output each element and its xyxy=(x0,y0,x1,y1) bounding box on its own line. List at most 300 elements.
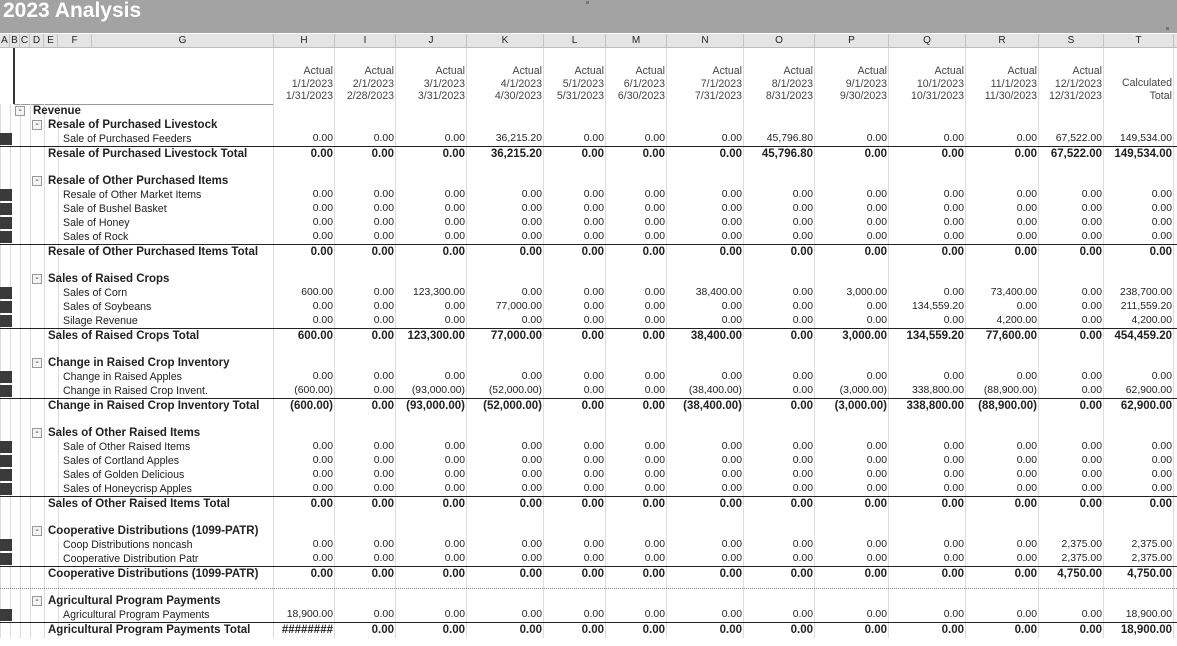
value-cell[interactable]: 0.00 xyxy=(866,231,887,242)
value-cell[interactable]: 0.00 xyxy=(444,455,465,466)
row-selector-marker[interactable] xyxy=(0,371,12,383)
value-cell[interactable]: 0.00 xyxy=(1016,203,1037,214)
value-cell[interactable]: 0.00 xyxy=(519,624,542,636)
value-cell[interactable]: 0.00 xyxy=(790,624,813,636)
value-cell[interactable]: 0.00 xyxy=(371,330,394,342)
column-header-d[interactable]: D xyxy=(30,34,44,47)
value-cell[interactable]: 0.00 xyxy=(583,455,604,466)
value-cell[interactable]: 0.00 xyxy=(371,246,394,258)
value-cell[interactable]: 0.00 xyxy=(792,217,813,228)
column-header-e[interactable]: E xyxy=(44,34,58,47)
value-cell[interactable]: 0.00 xyxy=(642,624,665,636)
value-cell[interactable]: 0.00 xyxy=(642,498,665,510)
value-cell[interactable]: 0.00 xyxy=(312,203,333,214)
value-cell[interactable]: 0.00 xyxy=(519,568,542,580)
value-cell[interactable]: 0.00 xyxy=(941,624,964,636)
value-cell[interactable]: 0.00 xyxy=(444,539,465,550)
value-cell[interactable]: 0.00 xyxy=(1079,400,1102,412)
value-cell[interactable]: 18,900.00 xyxy=(286,609,333,620)
value-cell[interactable]: 0.00 xyxy=(312,189,333,200)
value-cell[interactable]: 2,375.00 xyxy=(1131,553,1172,564)
column-header-f[interactable]: F xyxy=(58,34,92,47)
value-cell[interactable]: (52,000.00) xyxy=(483,400,542,412)
value-cell[interactable]: 0.00 xyxy=(519,246,542,258)
value-cell[interactable]: 0.00 xyxy=(373,287,394,298)
value-cell[interactable]: 0.00 xyxy=(373,133,394,144)
value-cell[interactable]: 0.00 xyxy=(721,133,742,144)
collapse-toggle-icon[interactable]: - xyxy=(32,526,42,536)
resize-grip-icon[interactable] xyxy=(1166,27,1169,30)
column-header-o[interactable]: O xyxy=(744,34,815,47)
value-cell[interactable]: 0.00 xyxy=(719,148,742,160)
value-cell[interactable]: (93,000.00) xyxy=(411,385,465,396)
row-selector-marker[interactable] xyxy=(0,203,12,215)
value-cell[interactable]: 0.00 xyxy=(792,609,813,620)
value-cell[interactable]: 0.00 xyxy=(444,483,465,494)
value-cell[interactable]: 0.00 xyxy=(1016,133,1037,144)
collapse-toggle-icon[interactable]: - xyxy=(15,106,25,116)
value-cell[interactable]: 0.00 xyxy=(790,330,813,342)
value-cell[interactable]: 0.00 xyxy=(943,455,964,466)
value-cell[interactable]: 0.00 xyxy=(644,315,665,326)
value-cell[interactable]: 0.00 xyxy=(943,469,964,480)
value-cell[interactable]: 0.00 xyxy=(943,609,964,620)
value-cell[interactable]: 0.00 xyxy=(644,203,665,214)
value-cell[interactable]: 454,459.20 xyxy=(1114,330,1172,342)
value-cell[interactable]: 0.00 xyxy=(1151,441,1172,452)
value-cell[interactable]: 0.00 xyxy=(792,441,813,452)
value-cell[interactable]: 0.00 xyxy=(644,217,665,228)
value-cell[interactable]: 0.00 xyxy=(312,231,333,242)
resize-grip-icon[interactable] xyxy=(586,1,589,4)
value-cell[interactable]: 0.00 xyxy=(941,246,964,258)
value-cell[interactable]: 0.00 xyxy=(721,469,742,480)
value-cell[interactable]: 0.00 xyxy=(1016,371,1037,382)
column-header-t[interactable]: T xyxy=(1104,34,1174,47)
value-cell[interactable]: 0.00 xyxy=(310,246,333,258)
value-cell[interactable]: 0.00 xyxy=(444,315,465,326)
value-cell[interactable]: 67,522.00 xyxy=(1055,133,1102,144)
value-cell[interactable]: 0.00 xyxy=(1081,385,1102,396)
value-cell[interactable]: 0.00 xyxy=(721,189,742,200)
value-cell[interactable]: 0.00 xyxy=(943,539,964,550)
value-cell[interactable]: 0.00 xyxy=(1151,217,1172,228)
value-cell[interactable]: 0.00 xyxy=(581,568,604,580)
value-cell[interactable]: 36,215.20 xyxy=(495,133,542,144)
value-cell[interactable]: 0.00 xyxy=(1014,624,1037,636)
value-cell[interactable]: 0.00 xyxy=(792,469,813,480)
value-cell[interactable]: 0.00 xyxy=(1151,189,1172,200)
value-cell[interactable]: 0.00 xyxy=(866,483,887,494)
value-cell[interactable]: 0.00 xyxy=(719,624,742,636)
value-cell[interactable]: 0.00 xyxy=(1151,455,1172,466)
row-selector-marker[interactable] xyxy=(0,217,12,229)
value-cell[interactable]: 0.00 xyxy=(941,498,964,510)
value-cell[interactable]: 0.00 xyxy=(373,203,394,214)
value-cell[interactable]: 0.00 xyxy=(583,231,604,242)
row-selector-marker[interactable] xyxy=(0,231,12,243)
value-cell[interactable]: 0.00 xyxy=(373,315,394,326)
value-cell[interactable]: 0.00 xyxy=(373,189,394,200)
value-cell[interactable]: 0.00 xyxy=(1079,246,1102,258)
value-cell[interactable]: 0.00 xyxy=(866,189,887,200)
value-cell[interactable]: 67,522.00 xyxy=(1050,148,1102,160)
value-cell[interactable]: 4,750.00 xyxy=(1057,568,1102,580)
value-cell[interactable]: 38,400.00 xyxy=(695,287,742,298)
row-selector-marker[interactable] xyxy=(0,455,12,467)
value-cell[interactable]: 0.00 xyxy=(943,231,964,242)
value-cell[interactable]: 4,200.00 xyxy=(996,315,1037,326)
value-cell[interactable]: 45,796.80 xyxy=(761,148,813,160)
value-cell[interactable]: 0.00 xyxy=(644,609,665,620)
value-cell[interactable]: 0.00 xyxy=(1016,455,1037,466)
row-selector-marker[interactable] xyxy=(0,469,12,481)
value-cell[interactable]: 0.00 xyxy=(644,469,665,480)
value-cell[interactable]: 0.00 xyxy=(790,568,813,580)
value-cell[interactable]: 0.00 xyxy=(310,568,333,580)
value-cell[interactable]: 0.00 xyxy=(642,148,665,160)
value-cell[interactable]: 123,300.00 xyxy=(412,287,465,298)
value-cell[interactable]: 0.00 xyxy=(312,441,333,452)
value-cell[interactable]: (88,900.00) xyxy=(983,385,1037,396)
value-cell[interactable]: 0.00 xyxy=(1149,246,1172,258)
value-cell[interactable]: (38,400.00) xyxy=(688,385,742,396)
column-header-s[interactable]: S xyxy=(1039,34,1104,47)
value-cell[interactable]: 0.00 xyxy=(1081,217,1102,228)
value-cell[interactable]: 0.00 xyxy=(864,246,887,258)
value-cell[interactable]: 0.00 xyxy=(1016,301,1037,312)
value-cell[interactable]: 0.00 xyxy=(583,385,604,396)
value-cell[interactable]: 238,700.00 xyxy=(1119,287,1172,298)
value-cell[interactable]: 0.00 xyxy=(583,287,604,298)
value-cell[interactable]: (3,000.00) xyxy=(834,400,887,412)
value-cell[interactable]: 0.00 xyxy=(644,301,665,312)
value-cell[interactable]: 0.00 xyxy=(583,553,604,564)
value-cell[interactable]: 0.00 xyxy=(642,568,665,580)
value-cell[interactable]: 0.00 xyxy=(1151,203,1172,214)
value-cell[interactable]: 0.00 xyxy=(1016,539,1037,550)
value-cell[interactable]: 0.00 xyxy=(644,133,665,144)
value-cell[interactable]: 0.00 xyxy=(792,287,813,298)
value-cell[interactable]: 0.00 xyxy=(583,301,604,312)
row-selector-marker[interactable] xyxy=(0,609,12,621)
value-cell[interactable]: 0.00 xyxy=(792,483,813,494)
value-cell[interactable]: 0.00 xyxy=(719,568,742,580)
value-cell[interactable]: 0.00 xyxy=(943,371,964,382)
value-cell[interactable]: 18,900.00 xyxy=(1125,609,1172,620)
value-cell[interactable]: 0.00 xyxy=(1151,469,1172,480)
row-selector-marker[interactable] xyxy=(0,553,12,565)
column-header-i[interactable]: I xyxy=(335,34,396,47)
value-cell[interactable]: 0.00 xyxy=(644,441,665,452)
value-cell[interactable]: ######## xyxy=(281,624,333,636)
value-cell[interactable]: 0.00 xyxy=(943,483,964,494)
column-header-a[interactable]: A xyxy=(0,34,10,47)
value-cell[interactable]: (600.00) xyxy=(294,385,333,396)
column-header-g[interactable]: G xyxy=(92,34,274,47)
value-cell[interactable]: 0.00 xyxy=(721,609,742,620)
value-cell[interactable]: 0.00 xyxy=(721,553,742,564)
row-selector-marker[interactable] xyxy=(0,133,12,145)
value-cell[interactable]: (93,000.00) xyxy=(406,400,465,412)
value-cell[interactable]: 0.00 xyxy=(371,568,394,580)
column-header-q[interactable]: Q xyxy=(889,34,966,47)
value-cell[interactable]: 0.00 xyxy=(521,609,542,620)
value-cell[interactable]: 0.00 xyxy=(373,441,394,452)
value-cell[interactable]: 0.00 xyxy=(312,217,333,228)
value-cell[interactable]: 0.00 xyxy=(644,539,665,550)
value-cell[interactable]: 600.00 xyxy=(301,287,333,298)
value-cell[interactable]: 0.00 xyxy=(943,553,964,564)
value-cell[interactable]: 0.00 xyxy=(521,287,542,298)
value-cell[interactable]: 0.00 xyxy=(866,609,887,620)
row-selector-marker[interactable] xyxy=(0,385,12,397)
value-cell[interactable]: 0.00 xyxy=(1014,498,1037,510)
value-cell[interactable]: 4,750.00 xyxy=(1127,568,1172,580)
value-cell[interactable]: 0.00 xyxy=(1016,553,1037,564)
value-cell[interactable]: 0.00 xyxy=(521,483,542,494)
value-cell[interactable]: 3,000.00 xyxy=(842,330,887,342)
value-cell[interactable]: 0.00 xyxy=(373,371,394,382)
value-cell[interactable]: 0.00 xyxy=(721,539,742,550)
value-cell[interactable]: 0.00 xyxy=(719,246,742,258)
value-cell[interactable]: 149,534.00 xyxy=(1119,133,1172,144)
value-cell[interactable]: 0.00 xyxy=(1016,189,1037,200)
value-cell[interactable]: 0.00 xyxy=(866,455,887,466)
value-cell[interactable]: 0.00 xyxy=(1079,624,1102,636)
value-cell[interactable]: 0.00 xyxy=(1016,441,1037,452)
value-cell[interactable]: 0.00 xyxy=(1081,455,1102,466)
value-cell[interactable]: 0.00 xyxy=(312,469,333,480)
value-cell[interactable]: 134,559.20 xyxy=(911,301,964,312)
value-cell[interactable]: 0.00 xyxy=(521,469,542,480)
value-cell[interactable]: 0.00 xyxy=(1016,609,1037,620)
value-cell[interactable]: 0.00 xyxy=(583,371,604,382)
value-cell[interactable]: 0.00 xyxy=(864,498,887,510)
value-cell[interactable]: 0.00 xyxy=(1079,498,1102,510)
value-cell[interactable]: 0.00 xyxy=(521,553,542,564)
value-cell[interactable]: 0.00 xyxy=(1081,609,1102,620)
value-cell[interactable]: 2,375.00 xyxy=(1061,539,1102,550)
value-cell[interactable]: 0.00 xyxy=(373,217,394,228)
value-cell[interactable]: 0.00 xyxy=(866,301,887,312)
value-cell[interactable]: 0.00 xyxy=(943,441,964,452)
value-cell[interactable]: 0.00 xyxy=(1151,371,1172,382)
value-cell[interactable]: 0.00 xyxy=(521,217,542,228)
value-cell[interactable]: 0.00 xyxy=(444,189,465,200)
value-cell[interactable]: 0.00 xyxy=(444,231,465,242)
value-cell[interactable]: 0.00 xyxy=(444,371,465,382)
value-cell[interactable]: 0.00 xyxy=(583,539,604,550)
value-cell[interactable]: 0.00 xyxy=(1079,330,1102,342)
value-cell[interactable]: 0.00 xyxy=(644,189,665,200)
value-cell[interactable]: 45,796.80 xyxy=(766,133,813,144)
value-cell[interactable]: 0.00 xyxy=(521,189,542,200)
value-cell[interactable]: 0.00 xyxy=(866,203,887,214)
value-cell[interactable]: 0.00 xyxy=(721,371,742,382)
value-cell[interactable]: 4,200.00 xyxy=(1131,315,1172,326)
value-cell[interactable]: 0.00 xyxy=(373,553,394,564)
value-cell[interactable]: 0.00 xyxy=(864,148,887,160)
value-cell[interactable]: 0.00 xyxy=(1016,483,1037,494)
value-cell[interactable]: 0.00 xyxy=(444,133,465,144)
value-cell[interactable]: 0.00 xyxy=(521,441,542,452)
value-cell[interactable]: 0.00 xyxy=(444,609,465,620)
value-cell[interactable]: 0.00 xyxy=(1081,287,1102,298)
value-cell[interactable]: 0.00 xyxy=(943,287,964,298)
value-cell[interactable]: 0.00 xyxy=(521,371,542,382)
value-cell[interactable]: 0.00 xyxy=(521,203,542,214)
row-selector-marker[interactable] xyxy=(0,539,12,551)
value-cell[interactable]: 0.00 xyxy=(444,203,465,214)
value-cell[interactable]: 0.00 xyxy=(644,287,665,298)
value-cell[interactable]: 0.00 xyxy=(866,553,887,564)
value-cell[interactable]: 0.00 xyxy=(721,483,742,494)
value-cell[interactable]: 149,534.00 xyxy=(1114,148,1172,160)
value-cell[interactable]: (38,400.00) xyxy=(683,400,742,412)
value-cell[interactable]: 0.00 xyxy=(373,385,394,396)
value-cell[interactable]: 0.00 xyxy=(373,301,394,312)
column-header-n[interactable]: N xyxy=(667,34,744,47)
value-cell[interactable]: 0.00 xyxy=(371,498,394,510)
value-cell[interactable]: 0.00 xyxy=(866,133,887,144)
value-cell[interactable]: 0.00 xyxy=(721,455,742,466)
row-selector-marker[interactable] xyxy=(0,287,12,299)
value-cell[interactable]: 0.00 xyxy=(312,483,333,494)
value-cell[interactable]: 0.00 xyxy=(943,217,964,228)
value-cell[interactable]: 0.00 xyxy=(583,483,604,494)
value-cell[interactable]: 18,900.00 xyxy=(1120,624,1172,636)
value-cell[interactable]: 0.00 xyxy=(521,539,542,550)
value-cell[interactable]: 0.00 xyxy=(943,315,964,326)
value-cell[interactable]: 0.00 xyxy=(373,231,394,242)
value-cell[interactable]: 0.00 xyxy=(583,203,604,214)
collapse-toggle-icon[interactable]: - xyxy=(32,274,42,284)
value-cell[interactable]: 0.00 xyxy=(1081,231,1102,242)
value-cell[interactable]: 0.00 xyxy=(581,330,604,342)
value-cell[interactable]: 0.00 xyxy=(644,553,665,564)
value-cell[interactable]: 0.00 xyxy=(792,371,813,382)
value-cell[interactable]: 0.00 xyxy=(1081,469,1102,480)
value-cell[interactable]: 0.00 xyxy=(581,148,604,160)
value-cell[interactable]: 0.00 xyxy=(312,315,333,326)
value-cell[interactable]: 0.00 xyxy=(1081,483,1102,494)
value-cell[interactable]: 0.00 xyxy=(792,385,813,396)
value-cell[interactable]: 0.00 xyxy=(792,539,813,550)
value-cell[interactable]: 0.00 xyxy=(310,148,333,160)
value-cell[interactable]: 0.00 xyxy=(644,385,665,396)
column-header-p[interactable]: P xyxy=(815,34,889,47)
value-cell[interactable]: 0.00 xyxy=(444,553,465,564)
value-cell[interactable]: 0.00 xyxy=(373,455,394,466)
value-cell[interactable]: 0.00 xyxy=(721,315,742,326)
value-cell[interactable]: 0.00 xyxy=(721,203,742,214)
value-cell[interactable]: 0.00 xyxy=(943,133,964,144)
column-header-b[interactable]: B xyxy=(10,34,20,47)
value-cell[interactable]: 0.00 xyxy=(1081,301,1102,312)
value-cell[interactable]: 2,375.00 xyxy=(1061,553,1102,564)
row-selector-marker[interactable] xyxy=(0,441,12,453)
value-cell[interactable]: 0.00 xyxy=(444,301,465,312)
column-header-c[interactable]: C xyxy=(20,35,29,46)
value-cell[interactable]: 0.00 xyxy=(792,301,813,312)
collapse-toggle-icon[interactable]: - xyxy=(32,176,42,186)
value-cell[interactable]: 0.00 xyxy=(1149,498,1172,510)
value-cell[interactable]: 62,900.00 xyxy=(1125,385,1172,396)
value-cell[interactable]: 600.00 xyxy=(297,330,333,342)
value-cell[interactable]: 0.00 xyxy=(642,330,665,342)
value-cell[interactable]: 77,600.00 xyxy=(985,330,1037,342)
column-header-l[interactable]: L xyxy=(544,34,606,47)
value-cell[interactable]: 0.00 xyxy=(864,568,887,580)
value-cell[interactable]: 0.00 xyxy=(866,469,887,480)
value-cell[interactable]: 36,215.20 xyxy=(490,148,542,160)
value-cell[interactable]: 0.00 xyxy=(442,148,465,160)
value-cell[interactable]: 0.00 xyxy=(790,498,813,510)
value-cell[interactable]: 0.00 xyxy=(1081,189,1102,200)
value-cell[interactable]: 0.00 xyxy=(442,498,465,510)
row-selector-marker[interactable] xyxy=(0,483,12,495)
value-cell[interactable]: 0.00 xyxy=(644,455,665,466)
value-cell[interactable]: 0.00 xyxy=(792,203,813,214)
value-cell[interactable]: 0.00 xyxy=(312,301,333,312)
column-header-m[interactable]: M xyxy=(606,34,667,47)
value-cell[interactable]: 0.00 xyxy=(792,189,813,200)
value-cell[interactable]: 0.00 xyxy=(719,498,742,510)
value-cell[interactable]: 62,900.00 xyxy=(1120,400,1172,412)
value-cell[interactable]: 0.00 xyxy=(1016,469,1037,480)
value-cell[interactable]: 0.00 xyxy=(790,246,813,258)
value-cell[interactable]: 0.00 xyxy=(721,301,742,312)
value-cell[interactable]: 0.00 xyxy=(866,441,887,452)
value-cell[interactable]: 0.00 xyxy=(642,400,665,412)
collapse-toggle-icon[interactable]: - xyxy=(32,358,42,368)
value-cell[interactable]: 0.00 xyxy=(941,568,964,580)
value-cell[interactable]: 0.00 xyxy=(312,455,333,466)
value-cell[interactable]: 0.00 xyxy=(444,217,465,228)
column-header-h[interactable]: H xyxy=(274,34,335,47)
value-cell[interactable]: 0.00 xyxy=(312,539,333,550)
column-header-k[interactable]: K xyxy=(467,34,544,47)
value-cell[interactable]: 0.00 xyxy=(583,441,604,452)
value-cell[interactable]: 134,559.20 xyxy=(906,330,964,342)
value-cell[interactable]: 0.00 xyxy=(312,371,333,382)
value-cell[interactable]: 0.00 xyxy=(721,441,742,452)
value-cell[interactable]: 0.00 xyxy=(444,469,465,480)
value-cell[interactable]: 0.00 xyxy=(583,189,604,200)
value-cell[interactable]: 3,000.00 xyxy=(846,287,887,298)
value-cell[interactable]: 0.00 xyxy=(373,469,394,480)
value-cell[interactable]: 0.00 xyxy=(790,400,813,412)
value-cell[interactable]: 0.00 xyxy=(310,498,333,510)
value-cell[interactable]: 0.00 xyxy=(721,231,742,242)
value-cell[interactable]: 0.00 xyxy=(943,203,964,214)
row-selector-marker[interactable] xyxy=(0,189,12,201)
value-cell[interactable]: 0.00 xyxy=(312,553,333,564)
value-cell[interactable]: 2,375.00 xyxy=(1131,539,1172,550)
value-cell[interactable]: 77,000.00 xyxy=(490,330,542,342)
value-cell[interactable]: 0.00 xyxy=(444,441,465,452)
value-cell[interactable]: 0.00 xyxy=(866,217,887,228)
value-cell[interactable]: (3,000.00) xyxy=(839,385,887,396)
value-cell[interactable]: 0.00 xyxy=(792,315,813,326)
value-cell[interactable]: 0.00 xyxy=(581,246,604,258)
value-cell[interactable]: 0.00 xyxy=(943,189,964,200)
value-cell[interactable]: 0.00 xyxy=(1151,483,1172,494)
value-cell[interactable]: 0.00 xyxy=(583,609,604,620)
collapse-toggle-icon[interactable]: - xyxy=(32,120,42,130)
value-cell[interactable]: 0.00 xyxy=(792,455,813,466)
